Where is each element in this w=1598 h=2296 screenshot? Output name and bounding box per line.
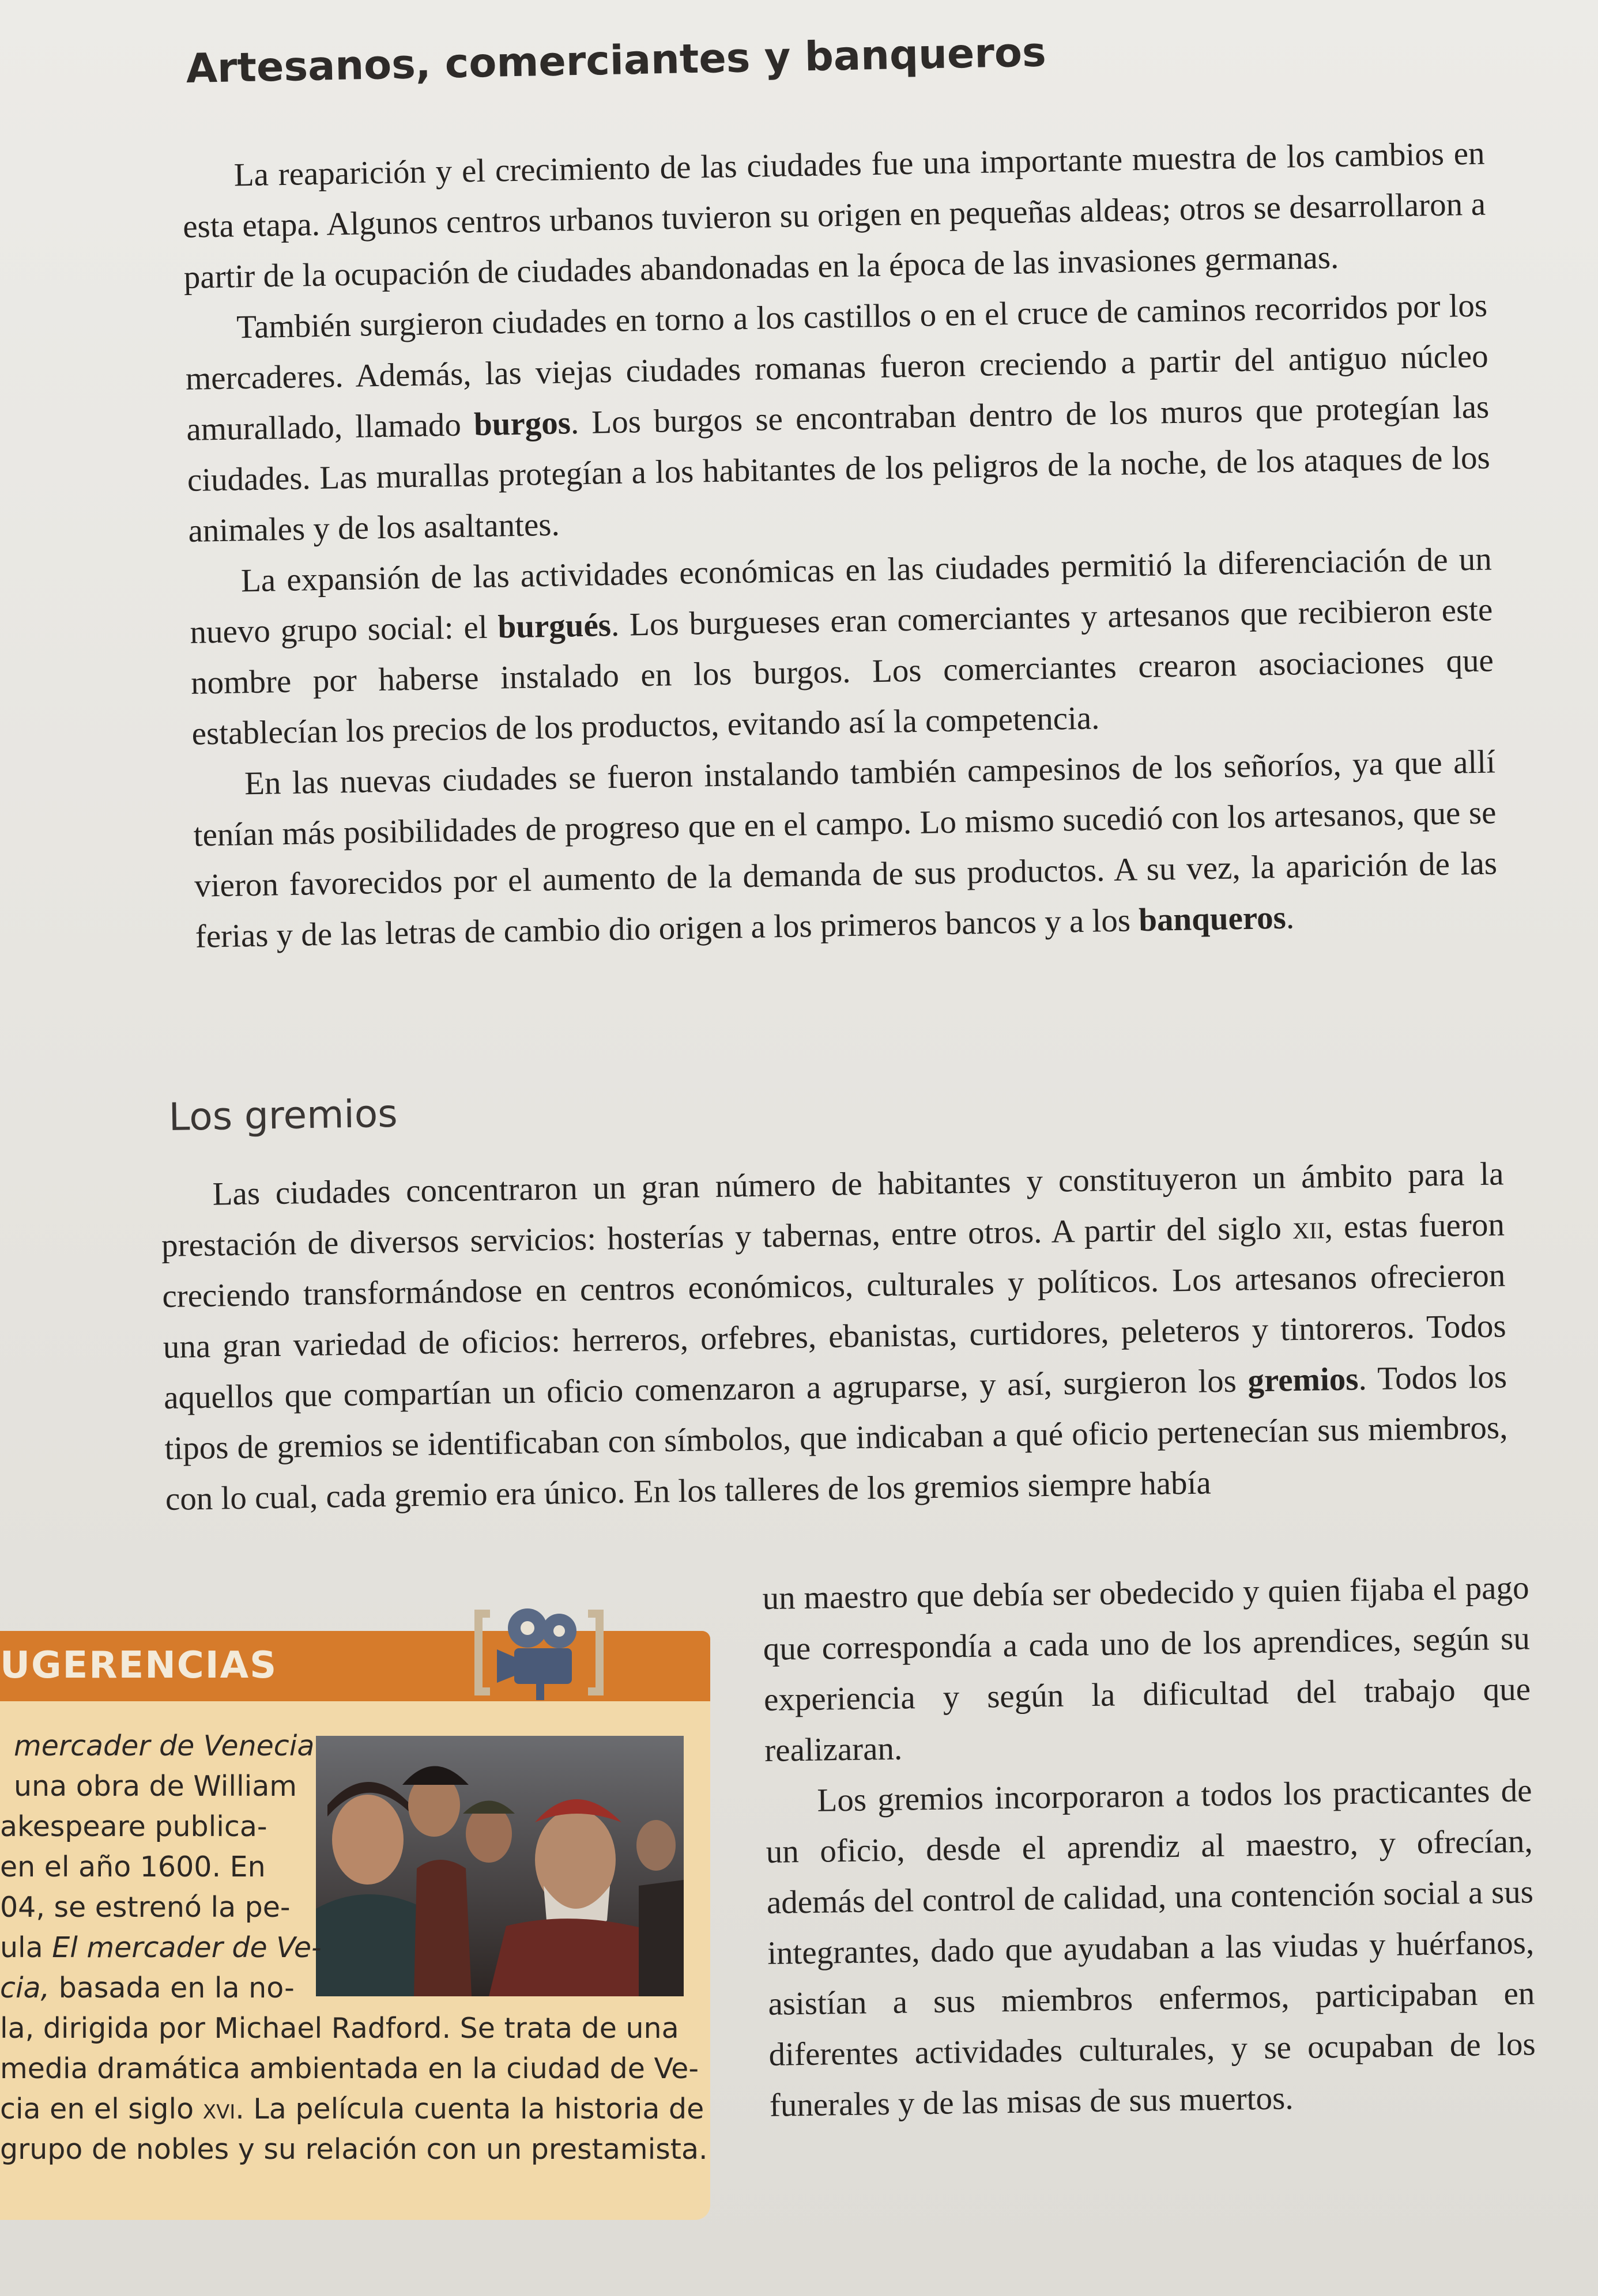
text-line: 04, se estrenó la pe-: [0, 1891, 291, 1924]
movie-title-italic: El mercader de Ve-: [52, 1931, 322, 1964]
paragraph-continuation: [762, 1562, 1532, 1776]
paragraph: [182, 129, 1487, 303]
keyword-banqueros: banqueros: [1138, 899, 1287, 939]
paragraph: [765, 1765, 1536, 2131]
section-body-gremios: [160, 1149, 1509, 1525]
paragraph: [189, 534, 1495, 759]
paragraph-text: un maestro que debía ser obedecido y quien fijaba el pago que correspondía a cada uno de los aprendices, según su experiencia y según la dificultad del trabajo que realizaran.: [762, 1569, 1531, 1769]
paragraph-text: La expansión de las actividades económicas en las ciudades permitió la diferenciación de un nuevo grupo social: el: [190, 541, 1493, 651]
section-title: Artesanos, comerciantes y banqueros: [186, 28, 1047, 92]
paragraph: [192, 737, 1498, 962]
section-body-gremios-column: [762, 1562, 1536, 2131]
keyword-burgos: burgos: [473, 405, 571, 443]
text-fragment: basada en la no-: [50, 1972, 295, 2004]
text-line: [0, 1968, 692, 2008]
movie-title-italic: mercader de Venecia: [14, 1729, 315, 1762]
text-line: [0, 1928, 692, 1968]
text-line: media dramática ambientada en la ciudad de Ve-: [0, 2052, 699, 2085]
section-body-artesanos: [182, 129, 1498, 962]
text-line: [0, 1726, 692, 1766]
paragraph-text: Las ciudades concentraron un gran número de habitantes y constituyeron un ámbito para la prestación de diversos servicios: hosterías y tabernas, entre otros. A partir del siglo: [161, 1155, 1504, 1264]
text-line: akespeare publica-: [0, 1810, 267, 1843]
paragraph: [160, 1149, 1509, 1525]
paragraph-text: , estas fueron creciendo transformándose en centros económicos, culturales y políticos. Los artesanos ofrecieron una gran variedad de oficios: herreros, orfebres, ebanistas, curtidores, peleteros y tintoreros. Todos aquellos que compartían un oficio comenzaron a agruparse, y así, surgieron los: [161, 1206, 1507, 1416]
movie-camera-icon: [473, 1591, 605, 1712]
paragraph-text: .: [1286, 899, 1295, 936]
paragraph-text: . Los burgos se encontraban dentro de los muros que protegían las ciudades. Las murallas protegían a los habitantes de los peligros de la noche, de los ataques de los animales y de los asaltantes.: [187, 388, 1491, 549]
text-line: en el año 1600. En: [0, 1851, 266, 1883]
keyword-gremios: gremios: [1247, 1361, 1359, 1399]
text-line: [0, 2089, 704, 2129]
text-fragment: . La película cuenta la historia de: [235, 2093, 704, 2125]
paragraph-text: . Los burgueses eran comerciantes y artesanos que recibieron este nombre por haberse instalado en los burgos. Los comerciantes crearon asociaciones que establecían los precios de los productos, evitando así la competencia.: [190, 591, 1494, 752]
paragraph-text: La reaparición y el crecimiento de las ciudades fue una importante muestra de los cambios en esta etapa. Algunos centros urbanos tuvieron su origen en pequeñas aldeas; otros se desarrollaron a partir de la ocupación de ciudades abandonadas en la época de las invasiones germanas.: [182, 135, 1486, 296]
paragraph: [184, 281, 1491, 557]
text-line: grupo de nobles y su relación con un prestamista.: [0, 2133, 708, 2166]
paragraph-text: Los gremios incorporaron a todos los practicantes de un oficio, desde el aprendiz al maestro, y ofrecían, además del control de calidad, una contención social a sus integrantes, dado que ayudaban a las viudas y huérfanos, asistían a sus miembros enfermos, participaban en diferentes actividades culturales, y se ocupaban de los funerales y de las misas de sus muertos.: [766, 1772, 1536, 2124]
paragraph-text: También surgieron ciudades en torno a los castillos o en el cruce de caminos recorridos por los mercaderes. Además, las viejas ciudades romanas fueron creciendo a partir del antiguo núcleo amurallado, llamado: [185, 287, 1489, 448]
text-fragment: ula: [0, 1931, 52, 1964]
century-numeral: xii: [1292, 1209, 1325, 1247]
text-line: una obra de William: [14, 1770, 297, 1803]
sugerencias-text: [0, 1726, 708, 2170]
text-line: la, dirigida por Michael Radford. Se trata de una: [0, 2012, 679, 2045]
century-numeral: xvi: [202, 2093, 236, 2125]
sugerencias-title: UGERENCIAS: [0, 1644, 278, 1687]
paragraph-text: En las nuevas ciudades se fueron instalando también campesinos de los señoríos, ya que allí tenían más posibilidades de progreso que en el campo. Lo mismo sucedió con los artesanos, que se vieron favorecidos por el aumento de la demanda de sus productos. A su vez, la aparición de las ferias y de las letras de cambio dio origen a los primeros bancos y a los: [193, 743, 1498, 955]
text-fragment: cia en el siglo: [0, 2093, 203, 2125]
subsection-title: Los gremios: [168, 1091, 398, 1139]
movie-title-italic: cia,: [0, 1972, 50, 2004]
paragraph-text: . Todos los tipos de gremios se identificaban con símbolos, que indicaban a qué oficio pertenecían sus miembros, con lo cual, cada gremio era único. En los talleres de los gremios siempre había: [164, 1358, 1508, 1517]
keyword-burgues: burgués: [497, 607, 612, 645]
